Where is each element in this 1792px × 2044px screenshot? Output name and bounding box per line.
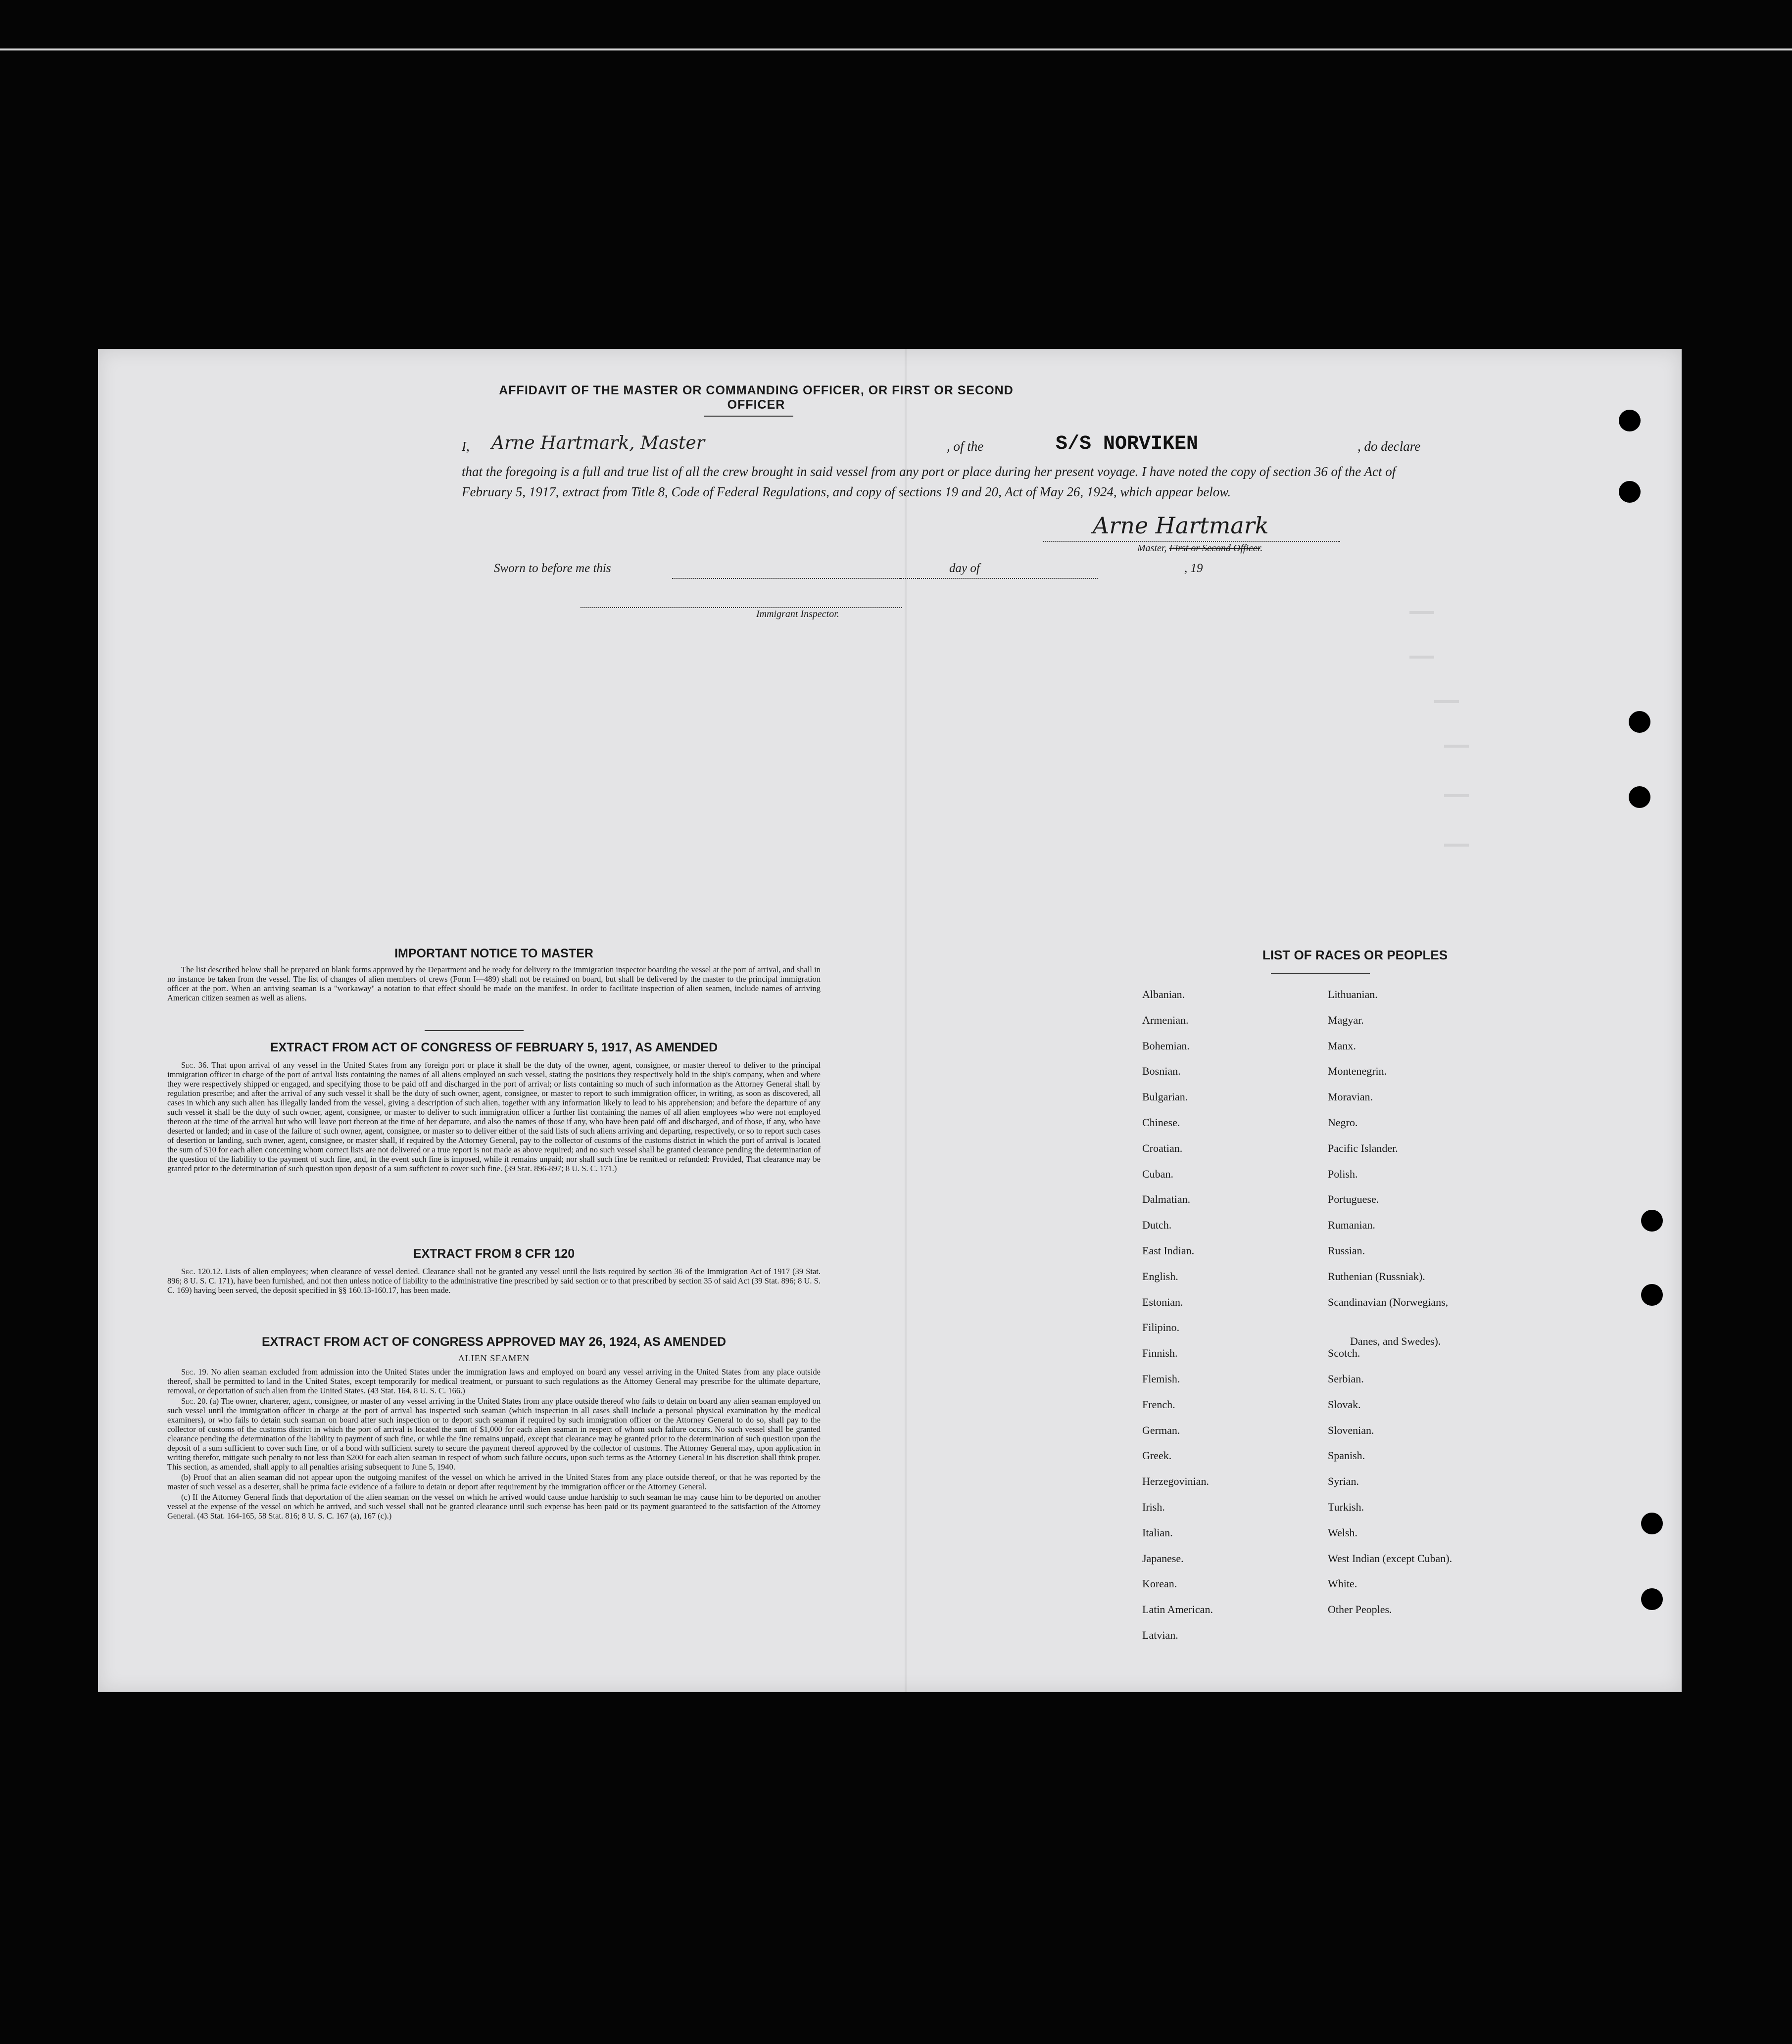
race-item: Magyar. — [1328, 1013, 1364, 1026]
race-item: Montenegrin. — [1328, 1065, 1387, 1078]
race-item: Negro. — [1328, 1116, 1358, 1129]
race-item: Latvian. — [1142, 1629, 1178, 1641]
binder-hole — [1641, 1284, 1663, 1306]
race-item: Bosnian. — [1142, 1065, 1181, 1078]
of-the-label: , of the — [947, 439, 984, 454]
race-item: Other Peoples. — [1328, 1603, 1392, 1616]
sworn-label: Sworn to before me this — [494, 562, 611, 575]
film-edge-line — [0, 48, 1792, 50]
page-fold — [905, 349, 907, 1692]
race-item: White. — [1328, 1577, 1357, 1590]
binder-hole — [1619, 481, 1641, 503]
race-item: Danes, and Swedes). — [1350, 1335, 1441, 1348]
race-item: Russian. — [1328, 1244, 1365, 1257]
day-blank — [672, 578, 920, 579]
extract-cfr-text — [167, 1267, 821, 1296]
bleed-through-mark — [1409, 656, 1434, 659]
race-item: Lithuanian. — [1328, 988, 1378, 1000]
extract-1924-title: EXTRACT FROM ACT OF CONGRESS APPROVED MAY 26, 1924, AS AMENDED — [261, 1335, 726, 1349]
signature-caption: Master, First or Second Officer. — [1137, 543, 1263, 554]
race-item: Scotch. — [1328, 1347, 1360, 1360]
alien-seamen-subtitle: ALIEN SEAMEN — [458, 1353, 530, 1363]
declarant-handwritten: Arne Hartmark, Master — [491, 433, 705, 453]
i-label: I, — [462, 439, 470, 454]
race-item: Slovenian. — [1328, 1424, 1374, 1436]
race-item: Korean. — [1142, 1577, 1177, 1590]
affidavit-paragraph: that the foregoing is a full and true list of all the crew brought in said vessel from any port or place during her present voyage. I have noted the copy of section 36 of the Act of February 5, 1917, extract from Title 8, Code of Federal Regulations, and copy of sections 19 and 20, Act of May 26, 1924, which appear below. — [462, 464, 1396, 499]
binder-hole — [1641, 1513, 1663, 1534]
race-item: Rumanian. — [1328, 1219, 1375, 1232]
affidavit-title: AFFIDAVIT OF THE MASTER OR COMMANDING OFFICER, OR FIRST OR SECOND OFFICER — [499, 383, 1014, 412]
section-label: Sec. 120.12. — [181, 1267, 223, 1276]
race-item: Armenian. — [1142, 1013, 1189, 1026]
race-item: Spanish. — [1328, 1449, 1365, 1462]
caption-struck-officer: First or Second Officer — [1169, 543, 1260, 554]
extract-1917-text — [167, 1060, 821, 1174]
race-item: German. — [1142, 1424, 1180, 1436]
race-item: Polish. — [1328, 1167, 1358, 1180]
race-item: Manx. — [1328, 1039, 1356, 1052]
section-20c-text: (c) If the Attorney General finds that deportation of the alien seaman on the vessel on which he arrived would cause undue hardship to such seaman he may cause him to be deported on another vessel at the expense of the vessel on which he arrived, and such vessel shall not be granted clearance until such expense has been paid or its payment guaranteed to the satisfaction of the Attorney General. (43 Stat. 164-165, 58 Stat. 816; 8 U. S. C. 167 (a), 167 (c).) — [167, 1492, 821, 1521]
section-label: Sec. 19. — [181, 1367, 208, 1377]
race-item: Serbian. — [1328, 1373, 1364, 1385]
race-item: Ruthenian (Russniak). — [1328, 1270, 1425, 1283]
document-sheet — [98, 349, 1682, 1692]
race-item: Chinese. — [1142, 1116, 1180, 1129]
inspector-signature-line — [581, 607, 902, 608]
race-item: Croatian. — [1142, 1141, 1183, 1154]
notice-title: IMPORTANT NOTICE TO MASTER — [394, 947, 593, 960]
bleed-through-mark — [1434, 700, 1459, 703]
bleed-through-mark — [1409, 611, 1434, 614]
affidavit-declaration-line — [462, 433, 1447, 463]
race-item: Albanian. — [1142, 988, 1185, 1000]
notice-paragraph: The list described below shall be prepared on blank forms approved by the Department and be ready for delivery to the immigration inspector boarding the vessel at the port of arrival, and shall in no instance be taken from the vessel. The list of changes of alien members of crews (Form I—489) shall not be retained on board, but shall be delivered by the master to the principal immigration officer at the port. When an arriving seaman is a "workaway" a notation to that effect should be made on the manifest. In order to facilitate inspection of alien seamen, include names of arriving American citizen seamen as well as aliens. — [167, 965, 821, 1002]
race-item: Japanese. — [1142, 1552, 1184, 1565]
race-item: English. — [1142, 1270, 1178, 1283]
race-item: Turkish. — [1328, 1501, 1364, 1513]
race-item: Italian. — [1142, 1526, 1173, 1539]
race-item: Pacific Islander. — [1328, 1141, 1398, 1154]
extract-1917-title: EXTRACT FROM ACT OF CONGRESS OF FEBRUARY 5, 1917, AS AMENDED — [270, 1041, 718, 1054]
divider — [1271, 973, 1370, 974]
race-item: Portuguese. — [1328, 1193, 1379, 1206]
inspector-caption: Immigrant Inspector. — [756, 609, 839, 619]
caption-master: Master, — [1137, 543, 1167, 554]
race-item: Herzegovinian. — [1142, 1475, 1209, 1488]
bleed-through-mark — [1444, 844, 1469, 847]
divider — [704, 416, 793, 417]
races-title: LIST OF RACES OR PEOPLES — [1262, 948, 1448, 962]
signature-line — [1043, 541, 1340, 542]
race-item: Irish. — [1142, 1501, 1165, 1513]
race-item: Syrian. — [1328, 1475, 1359, 1488]
race-item: Latin American. — [1142, 1603, 1213, 1616]
section-19-text: No alien seaman excluded from admission into the United States under the immigration laws and employed on board any vessel arriving in the United States from any place outside thereof, shall be permitted to land in the United States, except temporarily for medical treatment, or pursuant to such regulations as the Attorney General may prescribe for the ultimate departure, removal, or deportation of such alien from the United States. (43 Stat. 164, 8 U. S. C. 166.) — [167, 1367, 821, 1395]
extract-cfr-title: EXTRACT FROM 8 CFR 120 — [413, 1247, 575, 1261]
section-120-text: Lists of alien employees; when clearance of vessel denied. Clearance shall not be granted any vessel until the lists required by section 36 of the Immigration Act of 1917 (39 Stat. 896; 8 U. S. C. 171), have been furnished, and not then unless notice of liability to the administrative fine prescribed by said section or to that prescribed by section 35 of said Act (39 Stat. 896; 8 U. S. C. 169) having been served, the deposit specified in §§ 160.13-160.17, has been made. — [167, 1267, 821, 1295]
bleed-through-mark — [1444, 745, 1469, 748]
master-signature: Arne Hartmark — [1093, 512, 1269, 539]
race-item: Scandinavian (Norwegians, — [1328, 1295, 1449, 1308]
race-item: Slovak. — [1328, 1398, 1361, 1411]
race-item: Filipino. — [1142, 1321, 1180, 1334]
race-item: West Indian (except Cuban). — [1328, 1552, 1453, 1565]
day-of-label: day of — [949, 562, 980, 575]
race-item: Estonian. — [1142, 1295, 1183, 1308]
notice-text — [167, 965, 821, 1003]
section-label: Sec. 20. — [181, 1396, 208, 1406]
race-item: Bohemian. — [1142, 1039, 1190, 1052]
binder-hole — [1641, 1588, 1663, 1610]
vessel-stamp: S/S NORVIKEN — [1056, 433, 1199, 455]
race-item: Moravian. — [1328, 1091, 1373, 1103]
race-item: Cuban. — [1142, 1167, 1173, 1180]
race-item: Dalmatian. — [1142, 1193, 1191, 1206]
divider — [425, 1030, 524, 1031]
binder-hole — [1619, 410, 1641, 431]
race-item: East Indian. — [1142, 1244, 1195, 1257]
binder-hole — [1629, 786, 1650, 808]
month-blank — [900, 578, 1098, 579]
extract-1924-text — [167, 1367, 821, 1521]
binder-hole — [1641, 1210, 1663, 1232]
year-label: , 19 — [1184, 562, 1203, 575]
race-item: French. — [1142, 1398, 1175, 1411]
section-20b-text: (b) Proof that an alien seaman did not appear upon the outgoing manifest of the vessel on which he arrived in the United States from any place outside thereof, or that he was reported by the master of such vessel as a deserter, shall be prima facie evidence of a failure to detain or deport after requirement by the immigration officer or the Attorney General. — [167, 1473, 821, 1491]
section-20a-text: (a) The owner, charterer, agent, consignee, or master of any vessel arriving in the United States from any place outside thereof who fails to detain on board any alien seaman employed on such vessel until the immigration officer in charge at the port of arrival has inspected such seaman (which inspection in all cases shall include a personal physical examination by the medical examiners), or who fails to detain such seaman on board after such inspection or to deport such seaman if required by such immigration officer or the Attorney General to do so, shall pay to the collector of customs of the customs district in which the port of arrival is located the sum of $1,000 for each alien seaman in respect of whom such failure occurs. No such vessel shall be granted clearance pending the determination of the liability to payment of such fine, or while the fine remains unpaid, except that clearance may be granted prior to the determination of such question upon the deposit of a sum sufficient to cover such fine, or of a bond with sufficient surety to secure the payment thereof approved by the collector of customs. The Attorney General may, upon application in writing therefor, mitigate such penalty to not less than $200 for each alien seaman in respect of whom such failure occurs, upon such terms as the Attorney General in his discretion shall think proper. This section, as amended, shall apply to all penalties arising subsequent to June 5, 1940. — [167, 1396, 821, 1472]
do-declare-label: , do declare — [1357, 439, 1421, 454]
section-label: Sec. 36. — [181, 1060, 209, 1070]
bleed-through-mark — [1444, 794, 1469, 797]
race-item: Greek. — [1142, 1449, 1172, 1462]
race-item: Flemish. — [1142, 1373, 1180, 1385]
race-item: Bulgarian. — [1142, 1091, 1188, 1103]
binder-hole — [1629, 711, 1650, 733]
section-36-text: That upon arrival of any vessel in the United States from any foreign port or place it shall be the duty of the owner, agent, consignee, or master thereof to deliver to the principal immigration officer in charge of the port of arrival lists containing the names of all aliens employed on such vessel, stating the positions they respectively hold in the ship's company, when and where they were respectively shipped or engaged, and specifying those to be paid off and discharged in the port of arrival; or lists containing so much of such information as the Attorney General shall by regulation prescribe; and after the arrival of any such vessel it shall be the duty of such owner, agent, consignee, or master to report to such immigration officer, in writing, as soon as discovered, all cases in which any such alien has illegally landed from the vessel, giving a description of such alien, together with any information likely to lead to his apprehension; and before the departure of any such vessel it shall be the duty of such owner, agent, consignee, or master to deliver to such immigration officer a further list containing the names of all alien employees who were not employed thereon at the time of the arrival but who will leave port thereon at the time of her departure, and also the names of those if any, who have been paid off and discharged, and of those, if any, who have deserted or landed; and in case of the failure of such owner, agent, consignee, or master so to deliver either of the said lists of such aliens arriving and departing, respectively, or so to report such cases of desertion or landing, such owner, agent, consignee, or master shall, if required by the Attorney General, pay to the collector of customs of the customs district in which the port of arrival is located the sum of $10 for each alien concerning whom correct lists are not delivered or a true report is not made as above required; and no such vessel shall be granted clearance pending the determination of the question of the liability to the payment of such fine, and, in the event such fine is imposed, while it remains unpaid; nor shall such fine be remitted or refunded: Provided, That clearance may be granted prior to the determination of such question upon deposit of a sum sufficient to cover such fine. (39 Stat. 896-897; 8 U. S. C. 171.) — [167, 1060, 821, 1173]
race-item: Finnish. — [1142, 1347, 1178, 1360]
race-item: Dutch. — [1142, 1219, 1172, 1232]
race-item: Welsh. — [1328, 1526, 1357, 1539]
